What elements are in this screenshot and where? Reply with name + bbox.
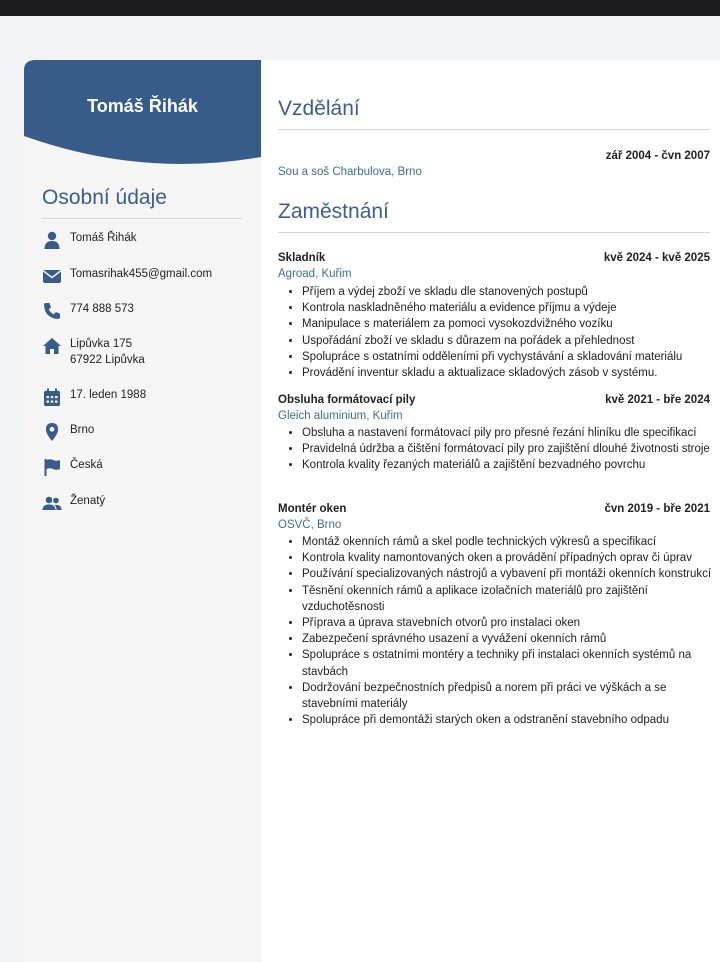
education-school: Sou a soš Charbulova, Brno [278, 166, 422, 178]
list-item: • Příjem a výdej zboží ve skladu dle stanovených postupů [302, 284, 712, 300]
city-text: Brno [70, 424, 95, 436]
job-dates: kvě 2021 - bře 2024 [605, 394, 710, 406]
job-company: Gleich aluminium, Kuřim [278, 410, 403, 422]
personal-name-text: Tomáš Řihák [70, 232, 137, 244]
job-title: Skladník [278, 252, 326, 264]
city-item [42, 422, 94, 442]
top-bar [0, 0, 720, 16]
personal-info-title: Osobní údaje [42, 186, 167, 209]
list-item: • Dodržování bezpečnostních předpisů a norem při práci ve výškách a se stavebními materiály [302, 680, 712, 712]
job-header [278, 503, 710, 515]
birthdate-text: 17. leden 1988 [70, 389, 147, 401]
address-line-2: 67922 Lipůvka [70, 354, 145, 366]
sidebar [24, 60, 261, 962]
education-entry-header [278, 150, 710, 162]
phone-icon [42, 301, 62, 321]
user-icon [42, 230, 62, 250]
email-text: Tomasrihak455@gmail.com [70, 268, 213, 280]
list-item: • Spolupráce s ostatními montéry a techniky při instalaci okenních systémů na stavbách [302, 647, 712, 679]
job-task-list [302, 425, 712, 474]
job-task-list [302, 534, 712, 728]
list-item: • Zabezpečení správného usazení a vyvážení okenních rámů [302, 631, 712, 647]
calendar-icon [42, 387, 62, 407]
name-header [24, 60, 261, 164]
list-item: • Obsluha a nastavení formátovací pily pro přesné řezání hliníku dle specifikací [302, 425, 712, 441]
marital-status-item [42, 493, 105, 513]
users-icon [42, 493, 62, 513]
job-dates: čvn 2019 - bře 2021 [604, 503, 710, 515]
job-task-list [302, 284, 712, 381]
address-line-1: Lipůvka 175 [70, 338, 133, 350]
address-item [42, 336, 145, 368]
list-item: • Spolupráce při demontáži starých oken a odstranění stavebního odpadu [302, 712, 712, 728]
job-dates: kvě 2024 - kvě 2025 [603, 252, 710, 264]
job-company: OSVČ, Brno [278, 519, 342, 531]
candidate-name: Tomáš Řihák [87, 96, 198, 116]
list-item: • Montáž okenních rámů a skel podle technických výkresů a specifikací [302, 534, 712, 550]
email-item [42, 266, 212, 286]
nationality-item [42, 457, 103, 477]
personal-name-item [42, 230, 136, 250]
list-item: • Pravidelná údržba a čištění formátovací pily pro zajištění dlouhé životnosti stroje [302, 441, 712, 457]
divider [278, 232, 710, 233]
divider [278, 129, 710, 130]
list-item: • Provádění inventur skladu a aktualizace skladových zásob v systému. [302, 365, 712, 381]
list-item: • Kontrola kvality namontovaných oken a provádění případných oprav či úprav [302, 550, 712, 566]
location-pin-icon [42, 422, 62, 442]
list-item: • Manipulace s materiálem za pomoci vysokozdvižného vozíku [302, 316, 712, 332]
divider [42, 218, 242, 219]
envelope-icon [42, 266, 62, 286]
list-item: • Spolupráce s ostatními odděleními při vychystávání a skladování materiálu [302, 349, 712, 365]
resume-page [24, 60, 720, 962]
list-item: • Používání specializovaných nástrojů a vybavení při montáži okenních konstrukcí [302, 566, 712, 582]
job-title: Obsluha formátovací pily [278, 394, 416, 406]
job-header [278, 252, 710, 264]
education-title: Vzdělání [278, 97, 360, 120]
flag-icon [42, 457, 62, 477]
job-header [278, 394, 710, 406]
list-item: • Těsnění okenních rámů a aplikace izolačních materiálů pro zajištění vzduchotěsnosti [302, 583, 712, 615]
education-dates: zář 2004 - čvn 2007 [605, 150, 710, 162]
employment-title: Zaměstnání [278, 200, 389, 223]
marital-status-text: Ženatý [70, 495, 106, 507]
nationality-text: Česká [70, 459, 103, 471]
job-company: Agroad, Kuřim [278, 268, 352, 280]
job-title: Montér oken [278, 503, 347, 515]
list-item: • Příprava a úprava stavebních otvorů pro instalaci oken [302, 615, 712, 631]
list-item: • Uspořádání zboží ve skladu s důrazem na pořádek a přehlednost [302, 333, 712, 349]
phone-item [42, 301, 134, 321]
phone-text: 774 888 573 [70, 303, 134, 315]
list-item: • Kontrola kvality řezaných materiálů a zajištění bezvadného povrchu [302, 457, 712, 473]
birthdate-item [42, 387, 146, 407]
home-icon [42, 336, 62, 356]
list-item: • Kontrola naskladněného materiálu a evidence příjmu a výdeje [302, 300, 712, 316]
